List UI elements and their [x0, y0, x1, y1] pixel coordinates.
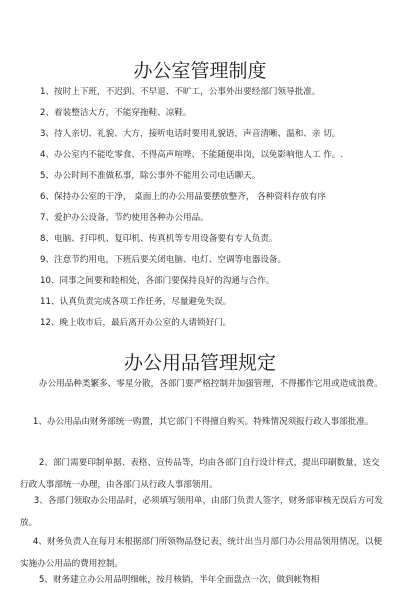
rule-item: 12、晚上收市后，最后离开办公室的人请锁好门。: [40, 318, 232, 328]
supplies-paragraph: 5、财务建立办公用品明细帐，按月核销，半年全面盘点一次，做到帐物相: [38, 575, 320, 585]
rule-item: 10、同事之间要和睦相处，各部门要保持良好的沟通与合作。: [40, 276, 275, 286]
supplies-intro: 办公用品种类繁多、零星分散，各部门要严格控制并加强管理，不得挪作它用或造成浪费。: [38, 379, 383, 389]
rule-item: 8、电脑、打印机、复印机、传真机等专用设备要有专人负责。: [40, 234, 278, 244]
rule-item: 2、着装整洁大方，不能穿拖鞋、凉鞋。: [40, 108, 192, 118]
office-rules-title: 办公室管理制度: [133, 60, 267, 82]
rule-item: 6、保持办公室的干净， 桌面上的办公用品要摆放整齐， 各种资料存放有序: [40, 192, 326, 202]
supplies-paragraph: 3、各部门领取办公用品时，必须填写领用单，由部门负责人签字，财务部审核无误后方可发放。: [20, 496, 383, 528]
supplies-rules-title: 办公用品管理规定: [123, 352, 276, 374]
supplies-paragraph: 4、财务负责人在每月末根据部门所领物品登记表，统计出当月部门办公用品领用情况，以便实施办公用品的费用控制。: [20, 537, 383, 569]
rule-item: 7、爱护办公设备，节约使用各种办公用品。: [40, 213, 209, 223]
rule-item: 3、待人亲切、礼貌、大方，接听电话时要用礼貌语，声音清晰、温和、亲 切。: [40, 129, 341, 139]
rule-item: 11、认真负责完成各项工作任务，尽量避免失误。: [40, 297, 232, 307]
rule-item: 4、办公室内不能吃零食、不得高声喧哗、不能随便串岗，以免影响他人工 作。.: [40, 150, 344, 160]
supplies-paragraph: 2、部门需要印制单据、表格、宣传品等，均由各部门自行设计样式，提出印刷数量，送交行政人事部统一办理，由各部门从行政人事部领用。: [20, 458, 380, 490]
supplies-paragraph: 1、办公用品由财务部统一购置，其它部门不得擅自购买。特殊情况须报行政人事部批准。: [32, 417, 374, 427]
rule-item: 5、办公时间不准做私事，除公事外不能用公司电话聊天。: [40, 171, 261, 181]
rule-item: 9、注意节约用电，下班后要关闭电脑、电灯、空调等电器设备。: [40, 255, 287, 265]
rule-item: 1、按时上下班，不迟到、不早退、不旷工，公事外出要经部门领导批准。: [40, 87, 321, 97]
